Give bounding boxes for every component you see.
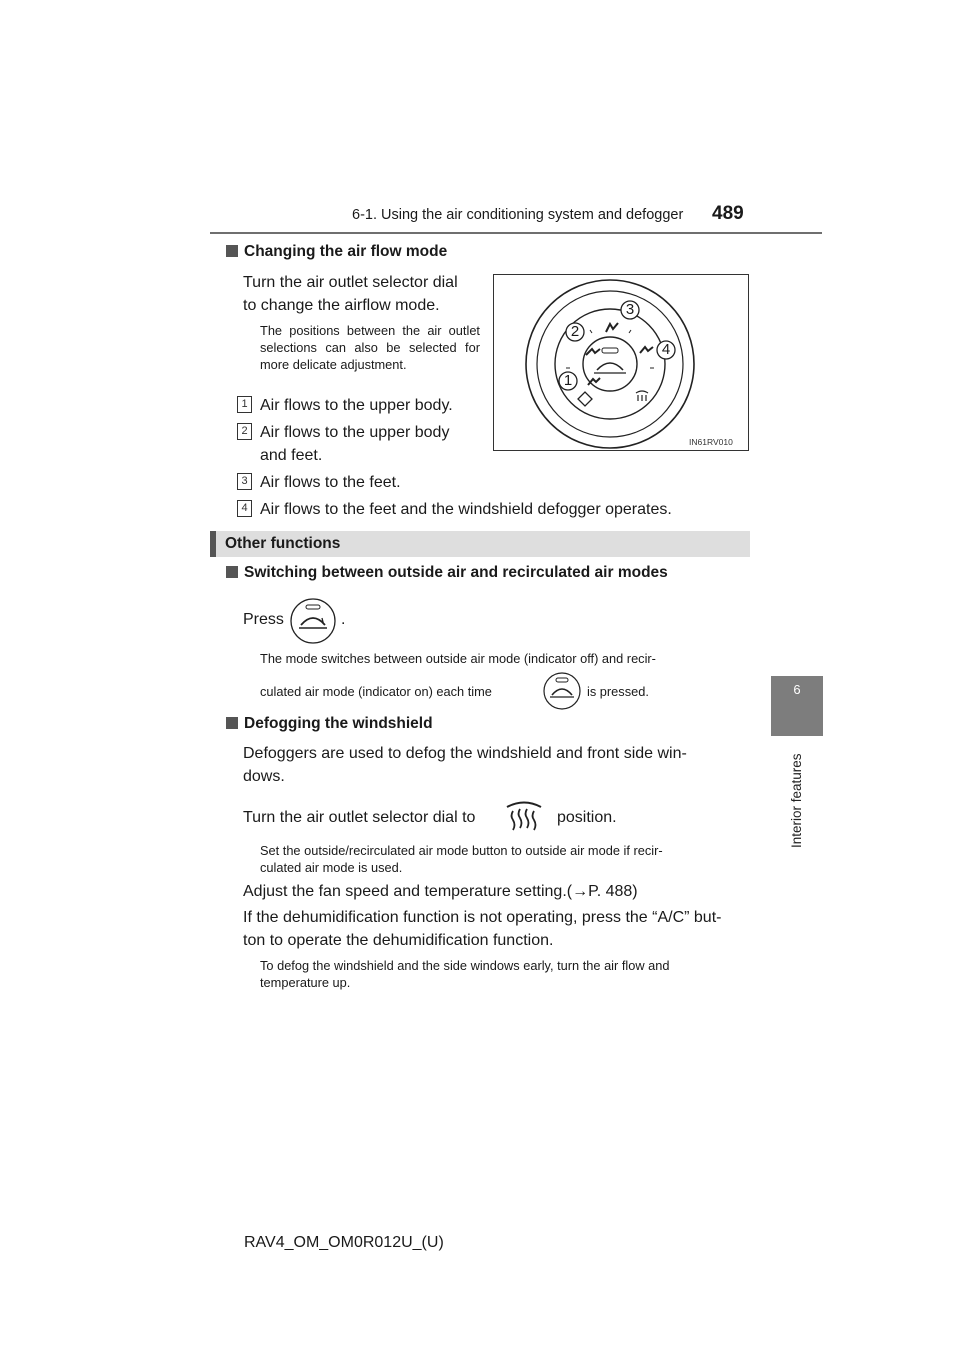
section-bar-other-functions: [210, 531, 750, 557]
recirc-heading: [226, 564, 668, 582]
recirculation-button-icon: [289, 597, 337, 645]
defog-p1-line1: Defoggers are used to defog the windshield and front side win-: [243, 745, 687, 762]
recirc-heading-text: Switching between outside air and recirculated air modes: [244, 564, 668, 581]
item-text-2-line2: and feet.: [260, 447, 323, 464]
windshield-defroster-icon: [501, 797, 547, 833]
section-title: Other functions: [225, 535, 341, 552]
press-period: .: [341, 611, 346, 628]
defog-note1-line2: culated air mode is used.: [260, 860, 403, 875]
item-text-1: Air flows to the upper body.: [260, 397, 453, 414]
bullet-square-icon: [226, 717, 238, 729]
recirc-note-line2-end: is pressed.: [587, 684, 649, 699]
defog-p4-line1: If the dehumidification function is not operating, press the “A/C” but-: [243, 909, 722, 926]
item-text-3: Air flows to the feet.: [260, 474, 401, 491]
press-text: Press: [243, 611, 284, 628]
item-number-2: 2: [237, 423, 252, 440]
page-number: 489: [712, 203, 744, 224]
airflow-note: The positions between the air outlet selections can also be selected for more delicate adjustment.: [260, 323, 480, 372]
defog-p1-line2: dows.: [243, 768, 285, 785]
chapter-number: 6: [793, 682, 801, 697]
callout-2: 2: [570, 323, 580, 340]
bullet-square-icon: [226, 245, 238, 257]
callout-4: 4: [661, 341, 671, 358]
defog-heading: [226, 715, 433, 733]
dial-callouts: [494, 275, 748, 450]
header-rule: [210, 232, 822, 234]
recirc-note-line1: The mode switches between outside air mode (indicator off) and recir-: [260, 651, 656, 666]
chapter-label-text: Interior features: [789, 753, 804, 848]
airflow-heading-text: Changing the air flow mode: [244, 243, 448, 260]
chapter-label: [789, 753, 817, 855]
defog-heading-text: Defogging the windshield: [244, 715, 433, 732]
defog-p3: Adjust the fan speed and temperature setting.(→P. 488): [243, 883, 638, 900]
footer-code: RAV4_OM_OM0R012U_(U): [244, 1234, 444, 1251]
airflow-heading: [226, 243, 447, 261]
defog-note1-line1: Set the outside/recirculated air mode button to outside air mode if recir-: [260, 843, 663, 858]
airflow-intro-line1: Turn the air outlet selector dial: [243, 274, 458, 291]
item-number-4: 4: [237, 500, 252, 517]
item-text-2-line1: Air flows to the upper body: [260, 424, 450, 441]
defog-note2-line1: To defog the windshield and the side windows early, turn the air flow and: [260, 958, 670, 973]
item-text-4: Air flows to the feet and the windshield defogger operates.: [260, 501, 672, 518]
dial-figure: [493, 274, 749, 451]
recirculation-button-small-icon: [542, 671, 582, 711]
defog-p2-end: position.: [557, 809, 617, 826]
figure-code: IN61RV010: [689, 437, 733, 447]
bullet-square-icon: [226, 566, 238, 578]
defog-p2-start: Turn the air outlet selector dial to: [243, 809, 476, 826]
defog-note2-line2: temperature up.: [260, 975, 351, 990]
recirc-note-line2-start: culated air mode (indicator on) each time: [260, 684, 492, 699]
item-number-1: 1: [237, 396, 252, 413]
airflow-intro-line2: to change the airflow mode.: [243, 297, 440, 314]
section-bar-edge: [210, 531, 216, 557]
callout-1: 1: [563, 372, 573, 389]
item-number-3: 3: [237, 473, 252, 490]
callout-3: 3: [625, 301, 635, 318]
defog-p4-line2: ton to operate the dehumidification function.: [243, 932, 554, 949]
header-title: 6-1. Using the air conditioning system and defogger: [352, 207, 684, 223]
chapter-tab[interactable]: [771, 676, 823, 736]
